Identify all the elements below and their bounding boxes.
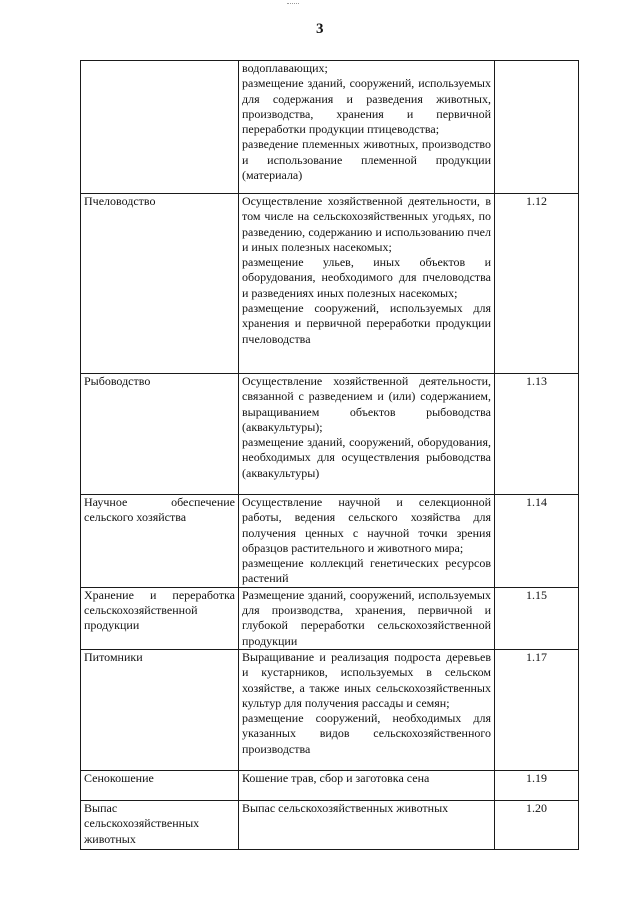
description-paragraph: размещение ульев, иных объектов и оборудования, необходимого для пчеловодства и разведениях иных полезных насекомых; — [242, 255, 491, 300]
land-use-code: 1.17 — [495, 649, 579, 770]
page-number: 3 — [316, 21, 324, 37]
description-paragraph: размещение зданий, сооружений, оборудования, необходимых для осуществления рыбоводства (аквакультуры) — [242, 435, 491, 480]
land-use-name: Пчеловодство — [81, 194, 239, 374]
land-use-description — [239, 194, 495, 374]
scan-artifact — [287, 3, 299, 7]
description-paragraph: Выпас сельскохозяйственных животных — [242, 800, 449, 815]
land-use-name: Рыбоводство — [81, 374, 239, 495]
description-paragraph: Размещение зданий, сооружений, используемых для производства, хранения, первичной и глубокой переработки сельскохозяйственной продукции — [242, 587, 491, 648]
land-use-table — [80, 60, 579, 850]
land-use-description — [239, 649, 495, 770]
table-row — [81, 374, 579, 495]
table-row — [81, 649, 579, 770]
land-use-description — [239, 495, 495, 588]
land-use-code: 1.14 — [495, 495, 579, 588]
description-paragraph: размещение сооружений, необходимых для указанных видов сельскохозяйственного производства — [242, 711, 491, 756]
description-paragraph: Осуществление хозяйственной деятельности, в том числе на сельскохозяйственных угодьях, по разведению, содержанию и использованию пчел и иных полезных насекомых; — [242, 194, 491, 254]
land-use-name: Выпас сельскохозяйственных животных — [81, 800, 239, 849]
land-use-code: 1.13 — [495, 374, 579, 495]
land-use-code: 1.15 — [495, 587, 579, 649]
land-use-description — [239, 770, 495, 800]
land-use-name: Научное обеспечение сельского хозяйства — [81, 495, 239, 588]
description-paragraph: Кошение трав, сбор и заготовка сена — [242, 770, 430, 785]
description-paragraph: Выращивание и реализация подроста деревьев и кустарников, используемых в сельском хозяйстве, а также иных сельскохозяйственных культур для получения рассады и семян; — [242, 649, 491, 710]
land-use-name — [81, 61, 239, 194]
table-row — [81, 770, 579, 800]
description-paragraph: размещение сооружений, используемых для хранения и первичной переработки продукции пчеловодства — [242, 301, 491, 346]
land-use-code: 1.20 — [495, 800, 579, 849]
table-row — [81, 495, 579, 588]
land-use-code: 1.12 — [495, 194, 579, 374]
land-use-description — [239, 374, 495, 495]
land-use-description — [239, 61, 495, 194]
land-use-name: Хранение и переработка сельскохозяйственной продукции — [81, 587, 239, 649]
table-row — [81, 800, 579, 849]
land-use-name: Питомники — [81, 649, 239, 770]
table-row — [81, 61, 579, 194]
description-paragraph: водоплавающих; — [242, 61, 328, 75]
description-paragraph: разведение племенных животных, производство и использование племенной продукции (материала) — [242, 137, 491, 183]
table-row — [81, 587, 579, 649]
description-paragraph: размещение коллекций генетических ресурсов растений — [242, 556, 491, 586]
description-paragraph: Осуществление хозяйственной деятельности, связанной с разведением и (или) содержанием, выращиванием объектов рыбоводства (аквакультуры); — [242, 374, 491, 434]
description-paragraph: размещение зданий, сооружений, используемых для содержания и разведения животных, производства, хранения и первичной переработки продукции птицеводства; — [242, 76, 491, 137]
land-use-name: Сенокошение — [81, 770, 239, 800]
table-row — [81, 194, 579, 374]
land-use-code: 1.19 — [495, 770, 579, 800]
land-use-description — [239, 800, 495, 849]
land-use-description — [239, 587, 495, 649]
description-paragraph: Осуществление научной и селекционной работы, ведения сельского хозяйства для получения ценных с научной точки зрения образцов растительного и животного мира; — [242, 495, 491, 555]
land-use-code — [495, 61, 579, 194]
